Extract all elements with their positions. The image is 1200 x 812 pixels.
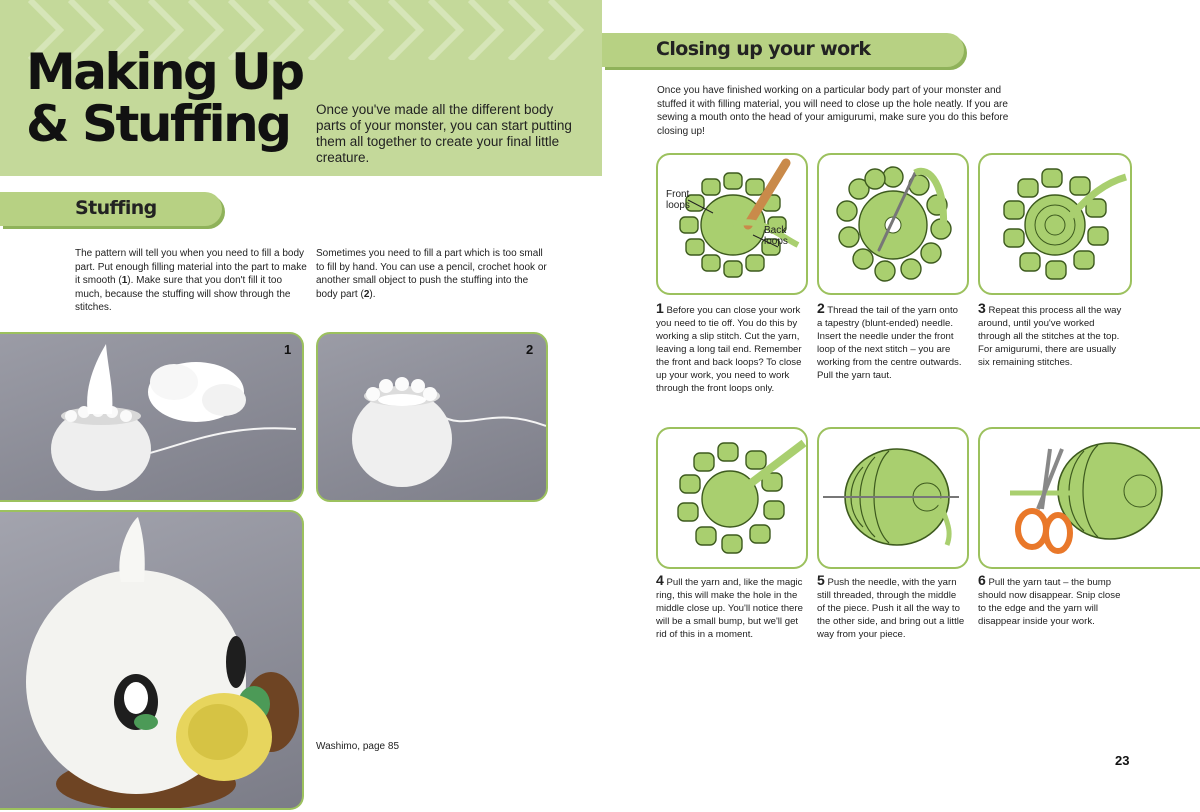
photo-washimo xyxy=(0,510,304,810)
step-text-2: 2 Thread the tail of the yarn onto a tapestry (blunt-ended) needle. Insert the needle under the front loop of the next stitch – you are working from the centre outwards. Pull the yarn taut. xyxy=(817,300,962,381)
photo-stuffing-by-hand xyxy=(0,332,304,502)
step-illustration-3 xyxy=(978,153,1132,295)
title-line-1: Making Up xyxy=(26,43,303,101)
chapter-intro: Once you've made all the different body parts of your monster, you can start putting them all together to create your final little creature. xyxy=(316,102,572,165)
photo-number: 2 xyxy=(526,342,534,357)
step-illustration-4 xyxy=(656,427,808,569)
step-illustration-5 xyxy=(817,427,969,569)
section-tab-closing xyxy=(602,33,964,67)
closing-intro: Once you have finished working on a particular body part of your monster and stuffed it with filling material, you will need to close up the hole neatly. If you are sewing a mouth onto the head of your amigurumi, make sure you do this before closing up! xyxy=(657,85,1009,137)
stuffing-paragraph-1: The pattern will tell you when you need to fill a body part. Put enough filling material into the part to make it smooth (1). Make sure that you don't fill it too much, because the stuffing will show through the stitches. xyxy=(75,248,307,313)
photo-number: 1 xyxy=(284,342,292,357)
step-illustration-6 xyxy=(978,427,1200,569)
photo-caption: Washimo, page 85 xyxy=(316,741,400,752)
section-title: Stuffing xyxy=(75,197,157,219)
step-text-5: 5 Push the needle, with the yarn still threaded, through the middle of the piece. Push it all the way to the other side, and bring out a little way from your piece. xyxy=(817,572,965,640)
step-text-6: 6 Pull the yarn taut – the bump should now disappear. Snip close to the edge and the yarn will disappear inside your work. xyxy=(978,572,1121,627)
page-title xyxy=(26,43,303,153)
section-tab-stuffing xyxy=(0,192,222,226)
crochet-ball-with-stuffing-image xyxy=(0,334,302,500)
crochet-ball-stuffed-image xyxy=(318,334,546,500)
back-loops-label: Back loops xyxy=(764,225,788,247)
section-title: Closing up your work xyxy=(656,38,871,60)
step-text-3: 3 Repeat this process all the way around, until you've worked through all the stitches at the top. For amigurumi, there are usually six remaining stitches. xyxy=(978,300,1122,368)
step-illustration-1 xyxy=(656,153,808,295)
photo-stuffing-with-tool xyxy=(316,332,548,502)
step-text-1: 1 Before you can close your work you need to tie off. You do this by working a slip stitch. Cut the yarn, leaving a long tail end. Remember the front and back loops? To close up your work, you need to work through the front loops only. xyxy=(656,300,802,394)
washimo-amigurumi-image xyxy=(0,512,302,808)
stuffing-paragraph-2: Sometimes you need to fill a part which is too small to fill by hand. You can use a pencil, crochet hook or another small object to push the stuffing into the body part (2). xyxy=(316,248,547,300)
page-number: 23 xyxy=(1115,753,1130,768)
step-illustration-2 xyxy=(817,153,969,295)
step-text-4: 4 Pull the yarn and, like the magic ring, this will make the hole in the middle close up. You'll notice there will be a small bump, but we'll get rid of this in a moment. xyxy=(656,572,803,640)
title-line-2: & Stuffing xyxy=(26,95,290,153)
front-loops-label: Front loops xyxy=(666,189,690,211)
